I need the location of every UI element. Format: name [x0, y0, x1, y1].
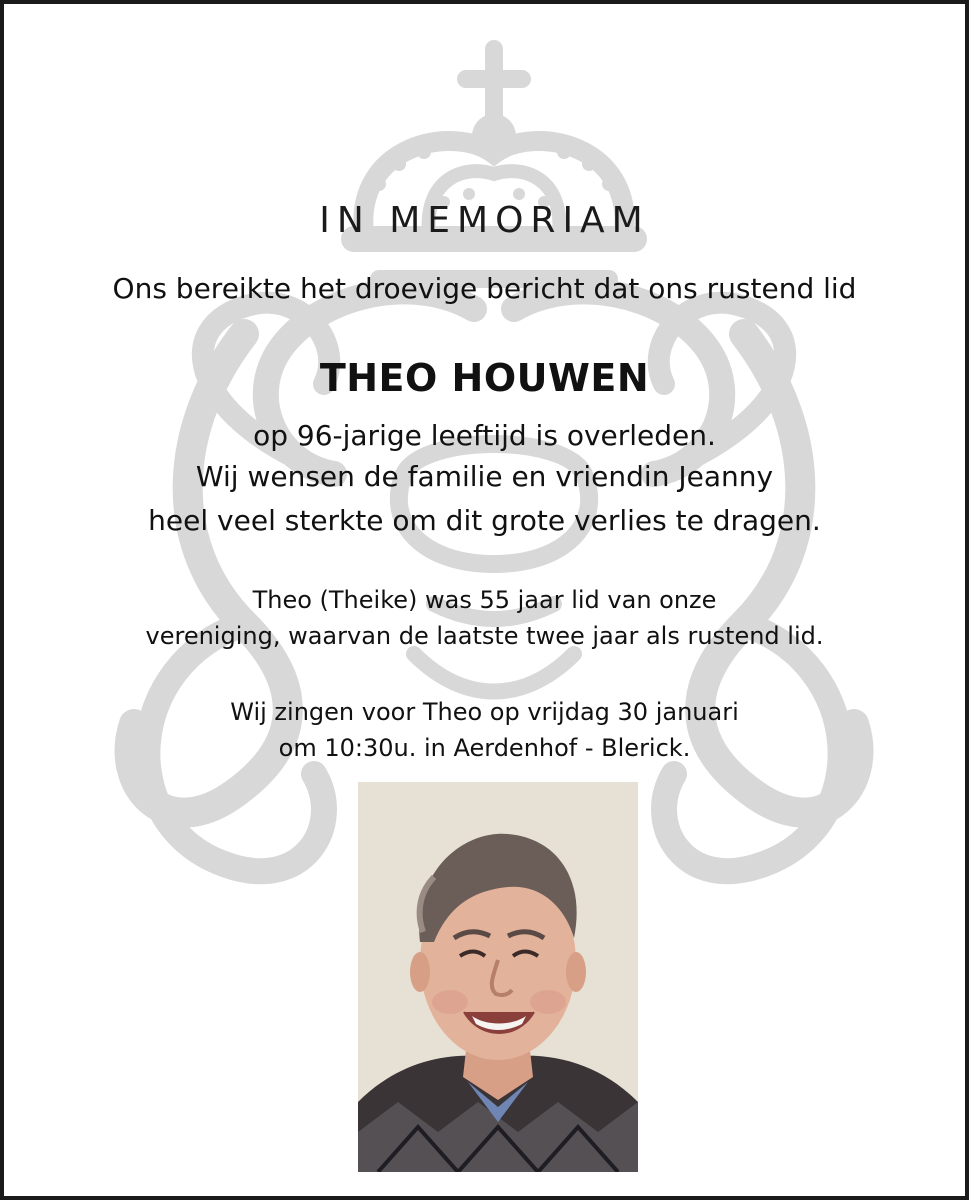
message-line: Wij wensen de familie en vriendin Jeanny [195, 460, 774, 493]
page-title: IN MEMORIAM [319, 200, 650, 241]
deceased-name: THEO HOUWEN [319, 356, 650, 400]
service-line: Wij zingen voor Theo op vrijdag 30 januari [230, 698, 739, 726]
message-line: heel veel sterkte om dit grote verlies te dragen. [148, 504, 821, 537]
message-line: op 96-jarige leeftijd is overleden. [253, 419, 716, 452]
membership-line: Theo (Theike) was 55 jaar lid van onze [252, 586, 717, 614]
portrait-photo [358, 782, 638, 1172]
intro-text: Ons bereikte het droevige bericht dat ons rustend lid [112, 272, 857, 305]
service-line: om 10:30u. in Aerdenhof - Blerick. [278, 734, 691, 762]
membership-line: vereniging, waarvan de laatste twee jaar als rustend lid. [145, 622, 824, 650]
